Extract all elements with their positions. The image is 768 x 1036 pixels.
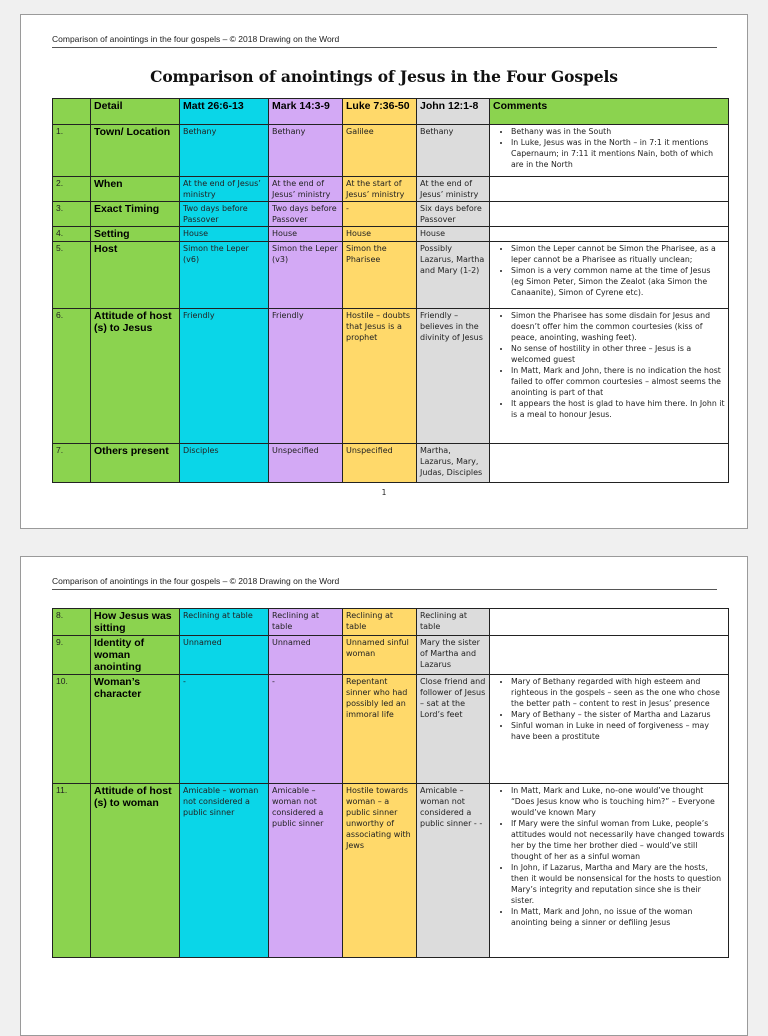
header-comments: Comments	[490, 99, 729, 125]
comments-cell	[490, 675, 729, 784]
document-page-2	[20, 556, 748, 1036]
john-cell: Possibly Lazarus, Martha and Mary (1-2)	[417, 242, 490, 309]
mark-cell: Reclining at table	[269, 609, 343, 636]
header-num	[53, 99, 91, 125]
comments-cell	[490, 177, 729, 202]
comments-list	[493, 126, 725, 170]
header-detail: Detail	[91, 99, 180, 125]
row-number: 8.	[53, 609, 91, 636]
matthew-cell: Simon the Leper (v6)	[180, 242, 269, 309]
running-header: Comparison of anointings in the four gospels – © 2018 Drawing on the Word	[52, 34, 340, 44]
comparison-table-part-2	[52, 608, 729, 958]
comments-cell	[490, 784, 729, 958]
luke-cell: Simon the Pharisee	[343, 242, 417, 309]
matthew-cell: Disciples	[180, 444, 269, 483]
table-row	[53, 242, 729, 309]
document-title: Comparison of anointings of Jesus in the Four Gospels	[150, 67, 618, 86]
matthew-cell: Amicable – woman not considered a public sinner	[180, 784, 269, 958]
row-detail-label: Attitude of host (s) to Jesus	[91, 309, 180, 444]
header-john: John 12:1-8	[417, 99, 490, 125]
john-cell: Close friend and follower of Jesus – sat at the Lord’s feet	[417, 675, 490, 784]
john-cell: Mary the sister of Martha and Lazarus	[417, 636, 490, 675]
luke-cell: -	[343, 202, 417, 227]
luke-cell: Galilee	[343, 125, 417, 177]
row-number: 10.	[53, 675, 91, 784]
matthew-cell: House	[180, 227, 269, 242]
comments-cell	[490, 636, 729, 675]
running-header: Comparison of anointings in the four gospels – © 2018 Drawing on the Word	[52, 576, 340, 586]
comment-item: • Simon the Pharisee has some disdain for Jesus and doesn’t offer him the common courtesies (kiss of peace, anointing, washing feet).	[511, 310, 725, 343]
header-luke: Luke 7:36-50	[343, 99, 417, 125]
header-rule	[52, 589, 717, 590]
table-row	[53, 202, 729, 227]
table-row	[53, 125, 729, 177]
row-number: 9.	[53, 636, 91, 675]
comment-item: • If Mary were the sinful woman from Luke, people’s attitudes would not necessarily have changed towards her by the time her brother died – would’ve still thought of her as a sinful woman	[511, 818, 725, 862]
row-detail-label: Town/ Location	[91, 125, 180, 177]
comment-item: • Sinful woman in Luke in need of forgiveness – may have been a prostitute	[511, 720, 725, 742]
john-cell: Six days before Passover	[417, 202, 490, 227]
luke-cell: At the start of Jesus’ ministry	[343, 177, 417, 202]
john-cell: Reclining at table	[417, 609, 490, 636]
comments-cell	[490, 609, 729, 636]
table-row	[53, 675, 729, 784]
luke-cell: Unnamed sinful woman	[343, 636, 417, 675]
row-detail-label: Host	[91, 242, 180, 309]
matthew-cell: Bethany	[180, 125, 269, 177]
comment-item: • In John, if Lazarus, Martha and Mary are the hosts, then it would be nonsensical for the hosts to question Mary’s integrity and reputation since she is their sister.	[511, 862, 725, 906]
luke-cell: House	[343, 227, 417, 242]
john-cell: Friendly – believes in the divinity of Jesus	[417, 309, 490, 444]
luke-cell: Unspecified	[343, 444, 417, 483]
table-row	[53, 309, 729, 444]
mark-cell: Amicable – woman not considered a public sinner	[269, 784, 343, 958]
comments-cell	[490, 309, 729, 444]
header-matthew: Matt 26:6-13	[180, 99, 269, 125]
luke-cell: Hostile towards woman – a public sinner unworthy of associating with Jews	[343, 784, 417, 958]
comments-cell	[490, 444, 729, 483]
table-row	[53, 177, 729, 202]
john-cell: At the end of Jesus’ ministry	[417, 177, 490, 202]
mark-cell: -	[269, 675, 343, 784]
luke-cell: Repentant sinner who had possibly led an immoral life	[343, 675, 417, 784]
luke-cell: Reclining at table	[343, 609, 417, 636]
table-row	[53, 227, 729, 242]
row-detail-label: Woman’s character	[91, 675, 180, 784]
comments-cell	[490, 125, 729, 177]
header-rule	[52, 47, 717, 48]
mark-cell: At the end of Jesus’ ministry	[269, 177, 343, 202]
header-mark: Mark 14:3-9	[269, 99, 343, 125]
comments-list	[493, 785, 725, 928]
row-number: 5.	[53, 242, 91, 309]
table-row	[53, 444, 729, 483]
matthew-cell: At the end of Jesus’ ministry	[180, 177, 269, 202]
mark-cell: House	[269, 227, 343, 242]
matthew-cell: Reclining at table	[180, 609, 269, 636]
table-row	[53, 609, 729, 636]
john-cell: Martha, Lazarus, Mary, Judas, Disciples	[417, 444, 490, 483]
comment-item: • No sense of hostility in other three – Jesus is a welcomed guest	[511, 343, 725, 365]
row-number: 7.	[53, 444, 91, 483]
row-detail-label: Setting	[91, 227, 180, 242]
comment-item: • In Matt, Mark and John, no issue of the woman anointing being a sinner or defiling Jesus	[511, 906, 725, 928]
john-cell: Bethany	[417, 125, 490, 177]
comment-item: • Simon is a very common name at the time of Jesus (eg Simon Peter, Simon the Zealot (aka Simon the Canaanite), Simon of Cyrene etc).	[511, 265, 725, 298]
row-detail-label: When	[91, 177, 180, 202]
row-number: 3.	[53, 202, 91, 227]
comment-item: • Simon the Leper cannot be Simon the Pharisee, as a leper cannot be a Pharisee as ritually unclean;	[511, 243, 725, 265]
comment-item: • Mary of Bethany – the sister of Martha and Lazarus	[511, 709, 725, 720]
comment-item: • In Matt, Mark and Luke, no-one would’ve thought “Does Jesus know who is touching him?” – Everyone would’ve known Mary	[511, 785, 725, 818]
row-number: 11.	[53, 784, 91, 958]
comments-cell	[490, 202, 729, 227]
comments-cell	[490, 227, 729, 242]
john-cell: Amicable – woman not considered a public sinner - -	[417, 784, 490, 958]
mark-cell: Two days before Passover	[269, 202, 343, 227]
comment-item: • Mary of Bethany regarded with high esteem and righteous in the gospels – seen as the one who chose the better path – content to rest in Jesus’ presence	[511, 676, 725, 709]
comparison-table-part-1	[52, 98, 729, 483]
matthew-cell: -	[180, 675, 269, 784]
matthew-cell: Unnamed	[180, 636, 269, 675]
row-number: 6.	[53, 309, 91, 444]
table-row	[53, 636, 729, 675]
row-number: 4.	[53, 227, 91, 242]
document-page-1	[20, 14, 748, 529]
row-number: 1.	[53, 125, 91, 177]
john-cell: House	[417, 227, 490, 242]
comment-item: • Bethany was in the South	[511, 126, 725, 137]
page-number: 1	[381, 488, 387, 497]
mark-cell: Unspecified	[269, 444, 343, 483]
luke-cell: Hostile – doubts that Jesus is a prophet	[343, 309, 417, 444]
comment-item: • In Matt, Mark and John, there is no indication the host failed to offer common courtesies – almost seems the anointing is part of that	[511, 365, 725, 398]
comment-item: • It appears the host is glad to have him there. In John it is a meal to honour Jesus.	[511, 398, 725, 420]
comment-item: • In Luke, Jesus was in the North – in 7:1 it mentions Capernaum; in 7:11 it mentions Nain, both of which are in the North	[511, 137, 725, 170]
mark-cell: Unnamed	[269, 636, 343, 675]
mark-cell: Friendly	[269, 309, 343, 444]
mark-cell: Simon the Leper (v3)	[269, 242, 343, 309]
matthew-cell: Friendly	[180, 309, 269, 444]
row-detail-label: Attitude of host (s) to woman	[91, 784, 180, 958]
comments-cell	[490, 242, 729, 309]
table-body-part-2	[53, 609, 729, 958]
comments-list	[493, 676, 725, 742]
table-body-part-1	[53, 125, 729, 483]
row-detail-label: Exact Timing	[91, 202, 180, 227]
mark-cell: Bethany	[269, 125, 343, 177]
row-detail-label: How Jesus was sitting	[91, 609, 180, 636]
row-detail-label: Others present	[91, 444, 180, 483]
table-row	[53, 784, 729, 958]
comments-list	[493, 243, 725, 298]
row-number: 2.	[53, 177, 91, 202]
matthew-cell: Two days before Passover	[180, 202, 269, 227]
row-detail-label: Identity of woman anointing	[91, 636, 180, 675]
comments-list	[493, 310, 725, 420]
